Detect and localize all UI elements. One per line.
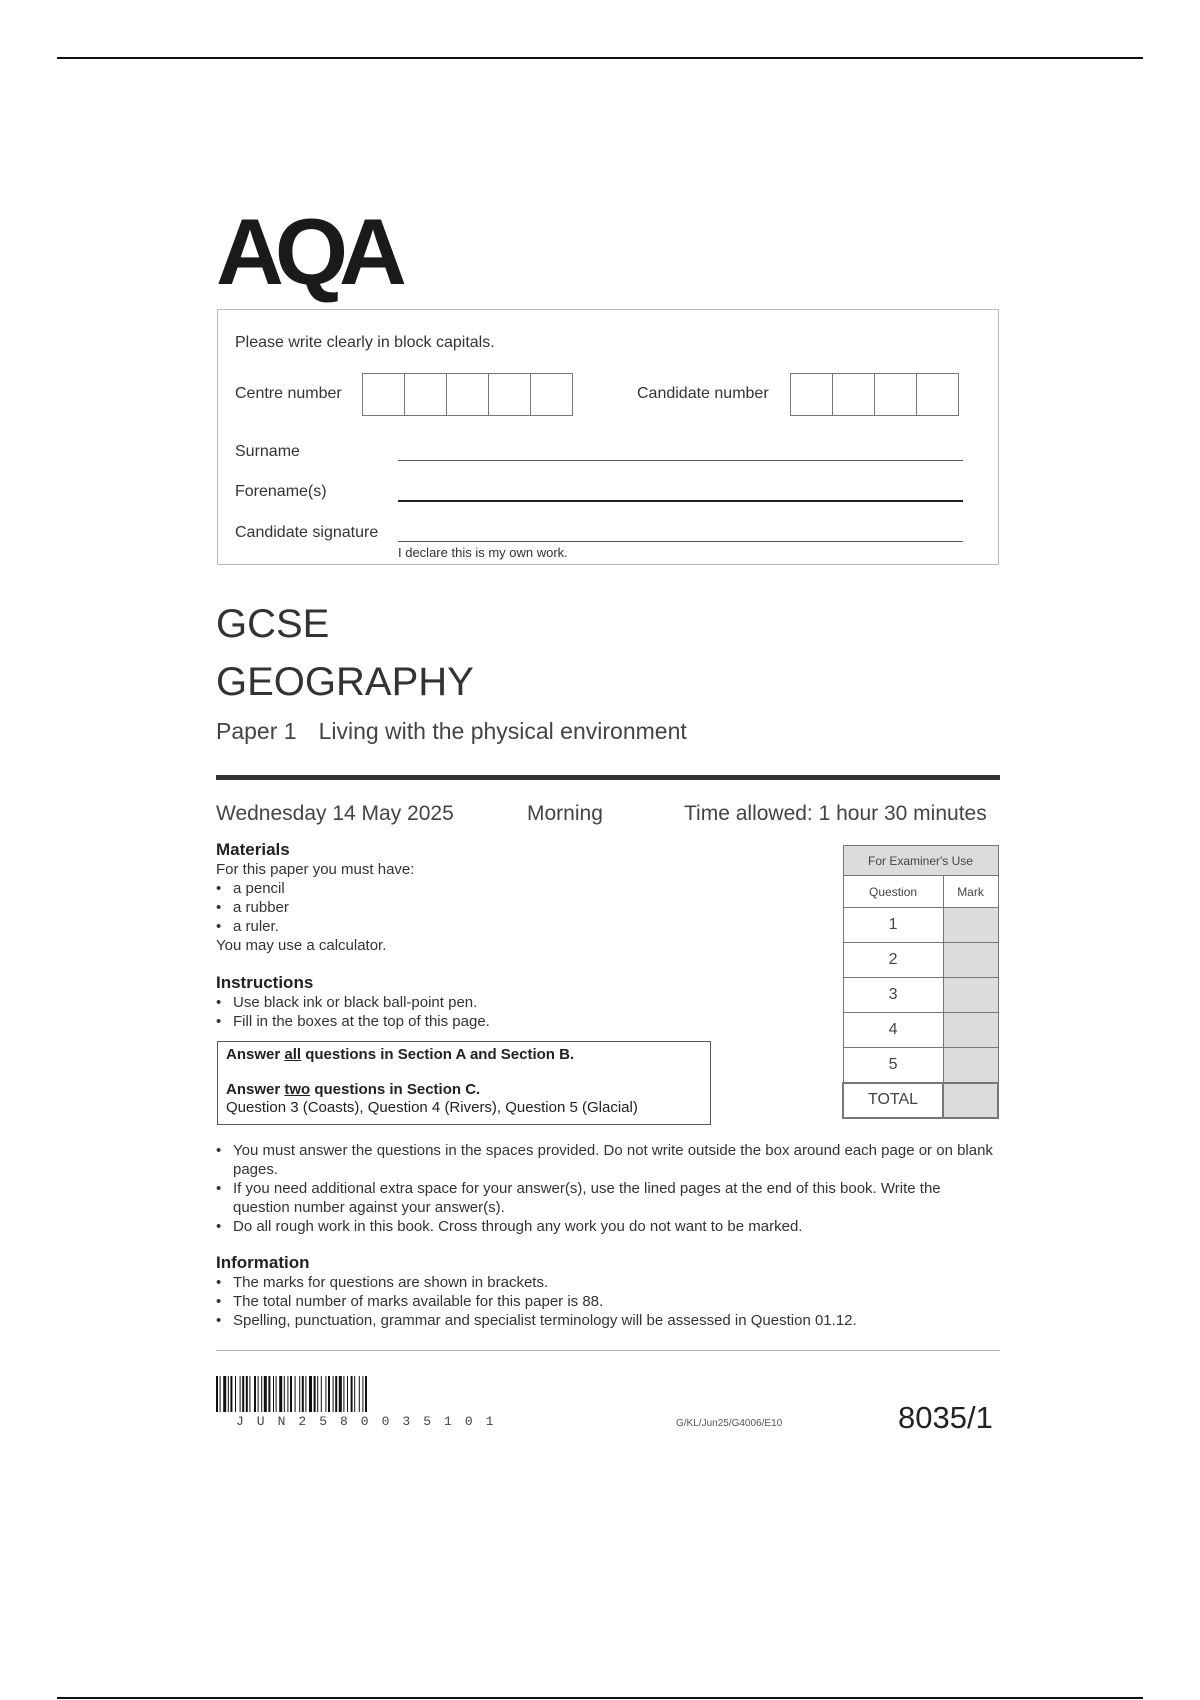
forename-label: Forename(s) xyxy=(235,483,327,500)
list-item: • The marks for questions are shown in brackets. xyxy=(216,1274,549,1291)
centre-digit-box[interactable] xyxy=(488,373,531,416)
list-item: • Fill in the boxes at the top of this page. xyxy=(216,1013,490,1030)
centre-digit-box[interactable] xyxy=(530,373,573,416)
subject-title: GEOGRAPHY xyxy=(216,660,474,704)
list-item: • You must answer the questions in the spaces provided. Do not write outside the box around each page or on blank pages. xyxy=(216,1142,993,1178)
barcode-icon xyxy=(216,1376,513,1412)
mark-cell xyxy=(943,1048,998,1083)
footer-divider xyxy=(216,1350,1000,1351)
examiner-use-table xyxy=(842,845,999,1119)
list-item: • If you need additional extra space for your answer(s), use the lined pages at the end of this book. Write the question number against your answer(s). xyxy=(216,1180,941,1216)
paper-reference: G/KL/Jun25/G4006/E10 xyxy=(676,1418,783,1429)
signature-line[interactable] xyxy=(398,541,963,542)
further-instructions xyxy=(216,1141,1000,1236)
surname-label: Surname xyxy=(235,443,300,460)
bottom-rule xyxy=(57,1697,1143,1699)
centre-number-label: Centre number xyxy=(235,385,342,402)
block-capitals-instruction: Please write clearly in block capitals. xyxy=(235,334,495,351)
candidate-digit-box[interactable] xyxy=(832,373,875,416)
exam-session: Morning xyxy=(527,802,603,825)
list-item: • Do all rough work in this book. Cross through any work you do not want to be marked. xyxy=(216,1218,803,1235)
information-section xyxy=(216,1253,1000,1330)
paper-title: Living with the physical environment xyxy=(318,718,687,744)
title-divider xyxy=(216,775,1000,780)
exam-date: Wednesday 14 May 2025 xyxy=(216,802,454,825)
section-c-options: Question 3 (Coasts), Question 4 (Rivers), Question 5 (Glacial) xyxy=(226,1099,638,1116)
question-number: 5 xyxy=(843,1048,943,1083)
question-number: 4 xyxy=(843,1013,943,1048)
mark-column-header: Mark xyxy=(943,876,998,908)
forename-line[interactable] xyxy=(398,500,963,502)
question-number: 1 xyxy=(843,908,943,943)
question-number: 2 xyxy=(843,943,943,978)
surname-line[interactable] xyxy=(398,460,963,461)
answer-requirements-box xyxy=(217,1041,711,1125)
aqa-logo: AQA xyxy=(216,199,398,304)
materials-heading: Materials xyxy=(216,840,290,859)
list-item: • Use black ink or black ball-point pen. xyxy=(216,994,478,1011)
instructions-section xyxy=(216,973,736,1031)
paper-code: 8035/1 xyxy=(898,1400,993,1435)
list-item: • a rubber xyxy=(216,899,289,916)
list-item: • a pencil xyxy=(216,880,285,897)
mark-cell xyxy=(943,1013,998,1048)
paper-number: Paper 1 xyxy=(216,718,297,744)
time-allowed: Time allowed: 1 hour 30 minutes xyxy=(684,802,987,825)
centre-digit-box[interactable] xyxy=(446,373,489,416)
materials-intro: For this paper you must have: xyxy=(216,861,415,878)
candidate-details-box xyxy=(217,309,999,565)
question-column-header: Question xyxy=(843,876,943,908)
mark-cell xyxy=(943,943,998,978)
centre-digit-box[interactable] xyxy=(404,373,447,416)
information-heading: Information xyxy=(216,1253,310,1272)
instructions-heading: Instructions xyxy=(216,973,314,992)
examiner-table-title: For Examiner's Use xyxy=(843,846,998,876)
materials-section xyxy=(216,840,736,955)
candidate-digit-box[interactable] xyxy=(874,373,917,416)
candidate-digit-box[interactable] xyxy=(916,373,959,416)
top-rule xyxy=(57,57,1143,59)
answer-section-c: Answer two questions in Section C. xyxy=(226,1081,481,1098)
list-item: • Spelling, punctuation, grammar and specialist terminology will be assessed in Question 01.12. xyxy=(216,1312,857,1329)
list-item: • The total number of marks available for this paper is 88. xyxy=(216,1293,604,1310)
total-label: TOTAL xyxy=(843,1083,943,1118)
answer-sections-ab: Answer all questions in Section A and Section B. xyxy=(226,1046,575,1063)
declaration-text: I declare this is my own work. xyxy=(398,545,568,560)
centre-digit-box[interactable] xyxy=(362,373,405,416)
candidate-digit-box[interactable] xyxy=(790,373,833,416)
signature-label: Candidate signature xyxy=(235,524,379,541)
mark-cell xyxy=(943,908,998,943)
mark-cell xyxy=(943,978,998,1013)
paper-heading xyxy=(216,718,687,745)
qualification-title: GCSE xyxy=(216,602,330,646)
calculator-note: You may use a calculator. xyxy=(216,937,387,954)
total-mark-cell xyxy=(943,1083,998,1118)
candidate-number-label: Candidate number xyxy=(637,385,769,402)
centre-number-boxes[interactable] xyxy=(363,373,573,416)
barcode-number: JUN2580035101 xyxy=(236,1414,507,1429)
question-number: 3 xyxy=(843,978,943,1013)
candidate-number-boxes[interactable] xyxy=(791,373,959,416)
list-item: • a ruler. xyxy=(216,918,279,935)
